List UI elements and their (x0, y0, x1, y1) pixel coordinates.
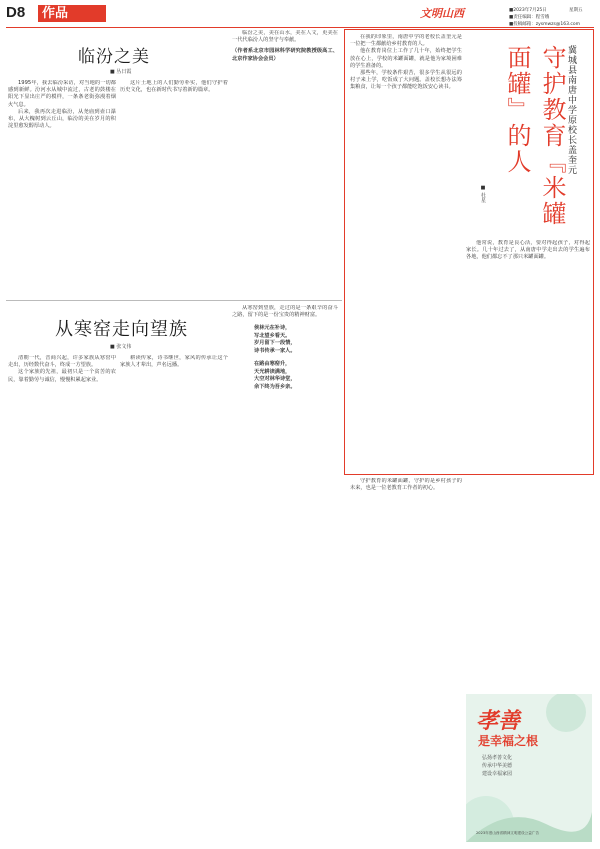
poem-line: 大空对林华诗堂， (254, 376, 296, 383)
paragraph: 后来，我再次走进临汾，从尧庙到壶口瀑布，从大槐树到云丘山，临汾的美在岁月的积淀里愈发醇厚动人。 (8, 108, 116, 130)
article1-column-1 (8, 80, 116, 290)
section-name: 作品 (42, 6, 69, 21)
article3-kicker: 冀城县南唐中学原校长盖奎元 (566, 45, 576, 175)
article2-column-2 (120, 355, 228, 843)
article3-column-1 (350, 34, 462, 470)
poem-2 (254, 361, 338, 391)
poem-line: 在路由寒窑升， (254, 361, 291, 368)
poem-line: 岁月留下一段情， (254, 340, 296, 347)
article2-title: 从寒窑走向望族 (55, 319, 188, 340)
poem-line: 侯林元在补诗， (254, 325, 291, 332)
article3-column-4 (466, 478, 592, 678)
poem-line: 余下终为吾乡亲。 (254, 383, 296, 390)
ad-box (466, 694, 592, 842)
author-note: （作者系北京市园林科学研究院教授级高工、北京作家协会会员） (232, 48, 338, 62)
article1-column-2 (120, 80, 228, 290)
article1-title: 临汾之美 (78, 47, 150, 67)
ad-subtitle: 是幸福之根 (478, 734, 539, 748)
paragraph: 在我的印象里，南唐中学的老校长盖奎元是一位把一生都献给乡村教育的人。 (350, 34, 462, 48)
ad-footer: 2023年度山西省精神文明建设公益广告 (476, 831, 540, 835)
paragraph: 从寒窑到望族，走过的是一条艰辛的奋斗之路，留下的是一份宝贵的精神财富。 (232, 305, 338, 319)
logo: 文明山西 (420, 7, 464, 20)
paragraph: 这片土地上的人们勤劳朴实，他们守护着历史文化，也在新时代书写着新的篇章。 (120, 80, 228, 94)
ad-bubble (546, 694, 586, 732)
article1-column-3 (232, 30, 338, 290)
article2-author: ■ 张文伟 (110, 344, 132, 350)
poem-line: 写北望乡看天。 (254, 332, 291, 339)
issue-date: ■2023年7月25日 (509, 8, 547, 13)
poem (254, 325, 338, 355)
page-number: D8 (6, 4, 26, 21)
ad-slogan: 弘扬孝善文化 (482, 755, 513, 761)
paragraph: 这个家族的先祖，最初只是一个贫苦的农民，靠着勤劳与诚信，慢慢积累起家业。 (8, 369, 116, 383)
article3-column-2 (466, 240, 590, 470)
paragraph: 清朝一代，晋商兴起，许多家族从寒窑中走出，历经数代奋斗，终成一方望族。 (8, 355, 116, 369)
paragraph: 那些年，学校条件艰苦，很多学生从很远的村子来上学，吃饭成了大问题。盖校长想办法筹集粮食，让每一个孩子都能吃饱饭安心读书。 (350, 70, 462, 91)
paragraph: 他常说，教育是良心活，要对得起孩子，对得起家长。几十年过去了，从南唐中学走出去的学生遍布各地，他们都忘不了那只米罐面罐。 (466, 240, 590, 261)
ad-slogan: 建设幸福家园 (482, 771, 513, 777)
article3-column-3 (350, 478, 462, 843)
section-badge (38, 5, 106, 22)
weekday: 星期五 (569, 8, 583, 13)
email: ■投稿邮箱：zysmwzs@163.com (509, 22, 581, 27)
paragraph: 1995年，我去临汾采访，对当地的一切都感到新鲜。汾河水从城中流过，古老的鼓楼在阳光下显出庄严的模样，一条条老街弥漫着烟火气息。 (8, 80, 116, 108)
article2-column-3 (232, 305, 338, 843)
ad-slogan: 传承中华美德 (482, 763, 513, 769)
article3-author: ■ 杜星 (480, 185, 486, 203)
header-rule (6, 27, 594, 28)
poem-line: 诗书传承一家人。 (254, 347, 296, 354)
article2-column-1 (8, 355, 116, 843)
divider (6, 300, 342, 301)
paragraph: 他在教育岗位上工作了几十年，始终把学生放在心上，学校的米罐面罐，就是他为家境困难的学生准备的。 (350, 48, 462, 69)
paragraph: 临汾之美，美在山水，美在人文，更美在一代代临汾人的坚守与奉献。 (232, 30, 338, 44)
ad-title: 孝善 (476, 708, 521, 734)
article3-title: 守护教育『米罐面罐』的人 (503, 45, 566, 227)
paragraph: 耕读传家，诗书继世，家风的传承让这个家族人才辈出，声名远播。 (120, 355, 228, 369)
poem-line: 天光耕读满地， (254, 368, 291, 375)
article1-author: ■ 丛日霞 (110, 69, 132, 75)
paragraph: 守护教育的米罐面罐，守护的是乡村孩子的未来，也是一位老教育工作者的初心。 (350, 478, 462, 492)
editor: ■责任编辑：程雪娥 (509, 15, 550, 20)
